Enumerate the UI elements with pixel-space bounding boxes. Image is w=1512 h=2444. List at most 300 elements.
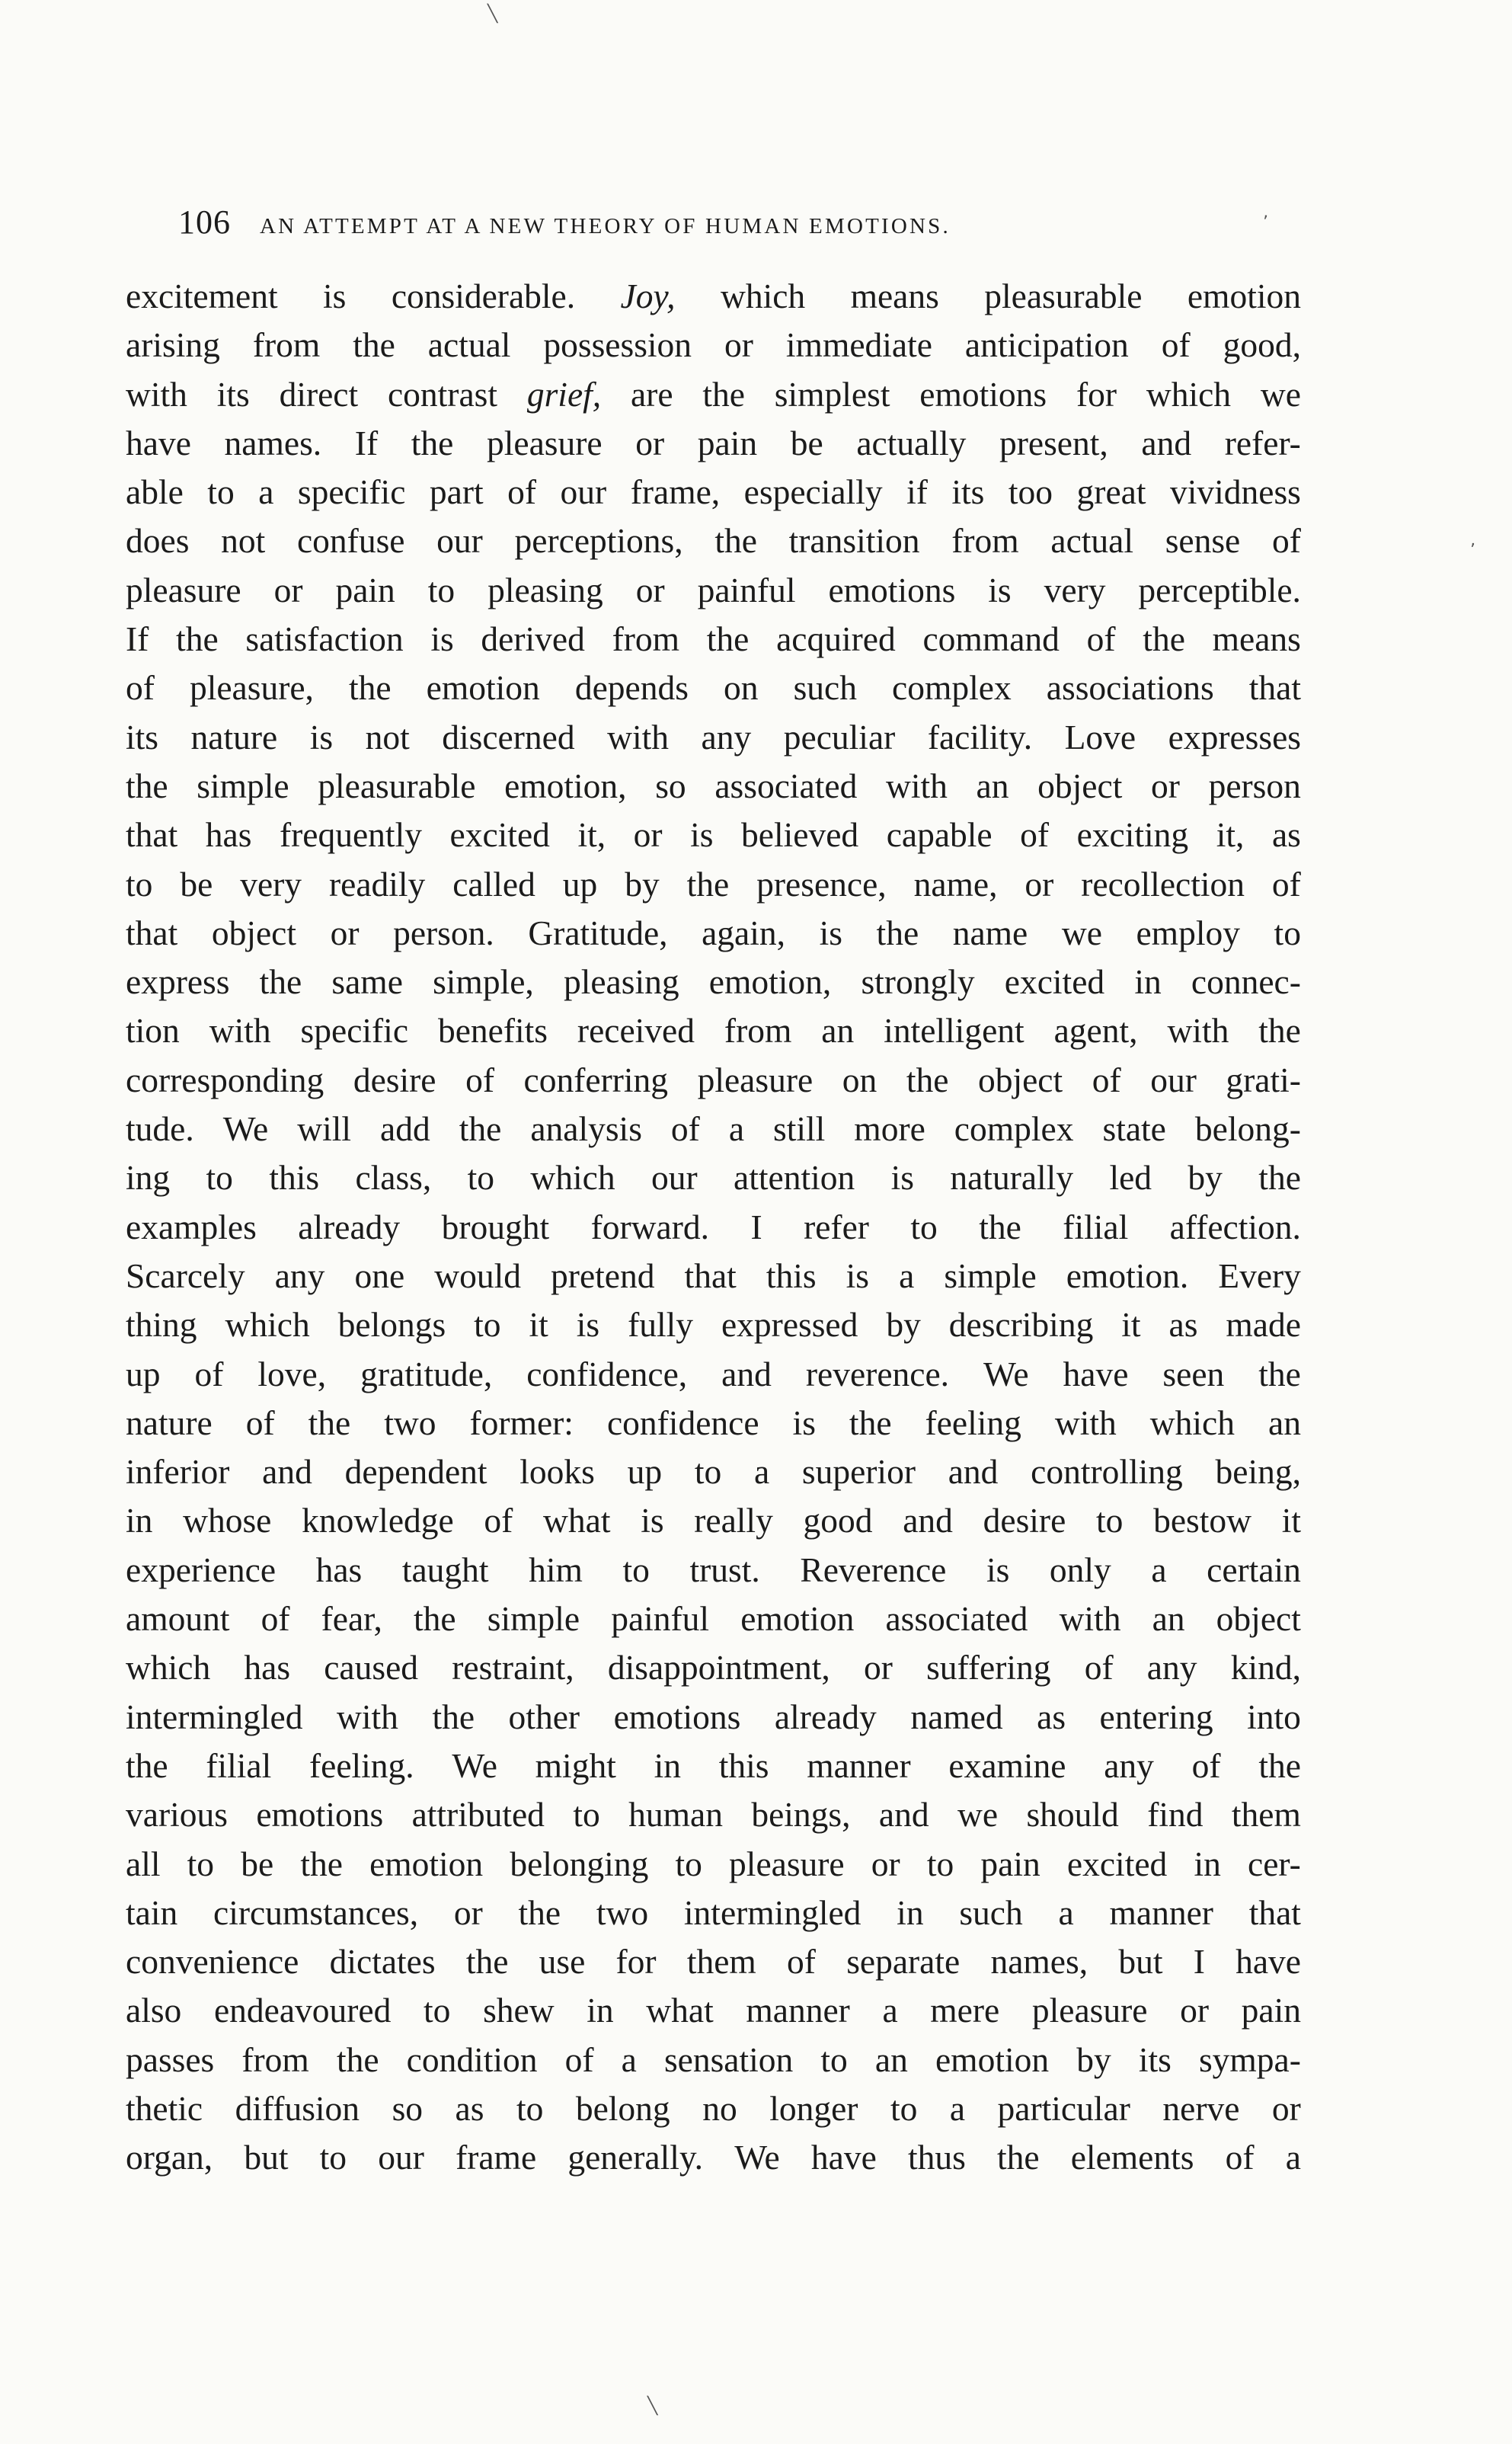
word: emotion, <box>504 766 627 805</box>
word: to <box>820 2039 848 2079</box>
word: it, <box>577 815 606 855</box>
word: which <box>530 1158 615 1198</box>
text-line <box>126 1790 1301 1839</box>
word: of <box>245 1403 275 1442</box>
body-text <box>126 272 1301 2183</box>
word: satisfaction <box>245 619 404 659</box>
word: We <box>734 2138 780 2177</box>
word: simple <box>487 1599 580 1639</box>
word: in <box>126 1501 153 1540</box>
word: specific <box>300 1011 409 1051</box>
word: emotion <box>740 1599 855 1639</box>
word: desire <box>353 1060 436 1099</box>
word: of <box>787 1942 816 1982</box>
word: sensation <box>663 2039 794 2079</box>
word: belongs <box>337 1305 446 1345</box>
word: shew <box>483 1991 555 2030</box>
word: kind, <box>1230 1648 1301 1687</box>
word: diffusion <box>235 2088 360 2128</box>
word: or <box>1151 766 1180 805</box>
word: or <box>453 1892 483 1932</box>
word: with <box>607 717 670 757</box>
word: its <box>1138 2039 1172 2079</box>
word: describing <box>948 1305 1094 1345</box>
word: name <box>952 913 1028 952</box>
word: two <box>596 1892 649 1932</box>
word: employ <box>1136 913 1240 952</box>
word: manner <box>1109 1892 1213 1932</box>
word: other <box>508 1697 580 1736</box>
word: generally. <box>567 2138 704 2177</box>
text-line <box>126 1203 1301 1252</box>
word: emotions <box>828 570 956 609</box>
word: arising <box>126 325 220 365</box>
word: of <box>1225 2138 1255 2177</box>
word: what <box>646 1991 714 2030</box>
word: part <box>429 472 484 512</box>
word: or <box>330 913 360 952</box>
word: presence, <box>756 864 887 904</box>
text-line <box>126 566 1301 615</box>
word: so <box>655 766 686 805</box>
word: any <box>1146 1648 1197 1687</box>
word: conferring <box>523 1060 669 1099</box>
word: be <box>241 1844 274 1883</box>
word: an <box>821 1011 855 1051</box>
word: whose <box>183 1501 272 1540</box>
word: or <box>635 423 665 462</box>
word: possession <box>543 325 692 365</box>
word: we <box>957 1795 999 1835</box>
word: that <box>126 913 178 952</box>
word: transition <box>788 521 920 561</box>
word: If <box>126 619 149 659</box>
word: again, <box>702 913 786 952</box>
word: entering <box>1099 1697 1213 1736</box>
word: is <box>430 619 454 659</box>
word: mere <box>930 1991 1000 2030</box>
word: the <box>353 325 395 365</box>
word: to <box>319 2138 347 2177</box>
word: frame <box>456 2138 537 2177</box>
word: desire <box>983 1501 1066 1540</box>
word: in <box>1194 1844 1221 1883</box>
word: have <box>1235 1942 1301 1982</box>
text-line <box>126 1643 1301 1692</box>
word: an <box>874 2039 908 2079</box>
word: as <box>455 2088 484 2128</box>
word: nature <box>126 1403 213 1442</box>
word: dependent <box>344 1452 487 1492</box>
word: with <box>1167 1011 1229 1051</box>
word: actual <box>427 325 511 365</box>
word: which <box>225 1305 310 1345</box>
word: exciting <box>1076 815 1189 855</box>
word: him <box>529 1550 583 1589</box>
word: that <box>684 1256 737 1295</box>
word: emotion <box>369 1844 484 1883</box>
word: Gratitude, <box>528 913 668 952</box>
running-header <box>178 203 1275 256</box>
word: to <box>424 1991 451 2030</box>
word: the <box>308 1403 351 1442</box>
word: of <box>1271 521 1301 561</box>
scan-speck-mark: ’ <box>1263 213 1268 232</box>
word: which <box>126 1648 211 1687</box>
word: fully <box>628 1305 694 1345</box>
word: longer <box>769 2088 858 2128</box>
word: inferior <box>126 1452 230 1492</box>
word: being, <box>1215 1452 1301 1492</box>
word: organ, <box>126 2138 213 2177</box>
word: of <box>1271 864 1301 904</box>
word: is <box>576 1305 600 1345</box>
word: separate <box>846 1942 961 1982</box>
word: We <box>983 1354 1029 1393</box>
text-line <box>126 762 1301 811</box>
text-line <box>126 909 1301 958</box>
word: tude. <box>126 1109 194 1149</box>
word: examine <box>948 1745 1066 1785</box>
word: be <box>180 864 213 904</box>
text-line <box>126 713 1301 762</box>
word: good, <box>1223 325 1301 365</box>
word: elements <box>1070 2138 1194 2177</box>
word: I <box>750 1207 762 1246</box>
word: one <box>354 1256 405 1295</box>
word: have <box>1063 1354 1129 1393</box>
word: pleasing <box>563 962 679 1002</box>
word: excitement <box>126 277 278 315</box>
word: in <box>587 1991 614 2030</box>
word: acquired <box>776 619 896 659</box>
word: a <box>1151 1550 1167 1589</box>
word: of <box>1020 815 1050 855</box>
word: it <box>1121 1305 1141 1345</box>
text-line <box>126 1105 1301 1153</box>
word: pleasing <box>487 570 603 609</box>
word: to <box>206 1158 233 1198</box>
word: should <box>1026 1795 1119 1835</box>
word: have <box>126 423 191 462</box>
word: already <box>298 1207 401 1246</box>
word: add <box>380 1109 430 1149</box>
word: manner <box>746 1991 850 2030</box>
word: excited <box>1066 1844 1168 1883</box>
word: to <box>1095 1501 1124 1540</box>
word: belonging <box>510 1844 649 1883</box>
word: knowledge <box>302 1501 454 1540</box>
word: means <box>1212 619 1301 659</box>
word: discerned <box>442 717 575 757</box>
word: the <box>414 1599 456 1639</box>
word: command <box>922 619 1060 659</box>
word: experience <box>126 1550 277 1589</box>
word: facility. <box>927 717 1033 757</box>
word: any <box>1104 1745 1154 1785</box>
word: the <box>300 1844 343 1883</box>
word: forward. <box>590 1207 710 1246</box>
text-line <box>126 1252 1301 1300</box>
word: such <box>959 1892 1023 1932</box>
word: associations <box>1046 668 1214 708</box>
text-line <box>126 1889 1301 1937</box>
word: with <box>126 374 187 414</box>
word: the <box>714 521 757 561</box>
word: the <box>126 1745 168 1785</box>
word: find <box>1147 1795 1204 1835</box>
word: a <box>899 1256 915 1295</box>
word: a <box>882 1991 898 2030</box>
word: up <box>126 1354 161 1393</box>
word: this <box>718 1745 769 1785</box>
word: emotion, <box>708 962 832 1002</box>
word: of <box>484 1501 513 1540</box>
word: have <box>810 2138 877 2177</box>
word: corresponding <box>126 1060 324 1099</box>
word: intermingled <box>126 1697 303 1736</box>
word: very <box>1044 570 1106 609</box>
word: an <box>1268 1403 1301 1442</box>
text-line <box>126 272 1301 321</box>
word: its <box>951 472 985 512</box>
word: emotions <box>919 374 1047 414</box>
word: fear, <box>321 1599 382 1639</box>
word: or <box>273 570 303 609</box>
word: associated <box>885 1599 1028 1639</box>
word: very <box>240 864 302 904</box>
word: grati- <box>1226 1060 1301 1099</box>
word: by <box>1188 1158 1223 1198</box>
word: benefits <box>437 1011 548 1051</box>
word: Scarcely <box>126 1256 245 1295</box>
word: to <box>187 1844 215 1883</box>
word: taught <box>401 1550 489 1589</box>
word: for <box>615 1942 657 1982</box>
word: caused <box>324 1648 419 1687</box>
word: with <box>1054 1403 1117 1442</box>
word: attention <box>734 1158 855 1198</box>
word: feeling. <box>308 1745 414 1785</box>
word: it <box>529 1305 548 1345</box>
word: grief, <box>526 374 602 414</box>
word: led <box>1109 1158 1152 1198</box>
word: is <box>323 277 347 315</box>
word: to <box>126 864 153 904</box>
word: or <box>633 815 663 855</box>
word: a <box>1058 1892 1074 1932</box>
word: which <box>720 277 806 315</box>
word: or <box>1271 2088 1301 2128</box>
word: means <box>850 277 939 315</box>
word: tion <box>126 1011 180 1051</box>
word: the <box>1143 619 1185 659</box>
word: name, <box>913 864 998 904</box>
word: from <box>612 619 680 659</box>
word: nature <box>190 717 278 757</box>
word: and <box>878 1795 929 1835</box>
word: pleasure <box>697 1060 814 1099</box>
word: to <box>910 1207 938 1246</box>
word: person <box>1208 766 1301 805</box>
word: still <box>773 1109 826 1149</box>
word: good <box>803 1501 873 1540</box>
word: pretend <box>551 1256 655 1295</box>
word: pleasurable <box>318 766 476 805</box>
word: derived <box>481 619 585 659</box>
word: superior <box>801 1452 916 1492</box>
word: as <box>1271 815 1301 855</box>
word: emotions <box>613 1697 741 1736</box>
word: and <box>721 1354 772 1393</box>
word: might <box>535 1745 616 1785</box>
word: to <box>573 1795 600 1835</box>
word: state <box>1102 1109 1166 1149</box>
word: of <box>1092 1060 1121 1099</box>
word: has <box>315 1550 363 1589</box>
text-line <box>126 321 1301 369</box>
word: received <box>577 1011 695 1051</box>
word: ing <box>126 1158 171 1198</box>
word: the <box>979 1207 1021 1246</box>
word: a <box>258 472 274 512</box>
word: circumstances, <box>213 1892 419 1932</box>
word: called <box>452 864 535 904</box>
word: to <box>467 1158 495 1198</box>
word: but <box>1118 1942 1163 1982</box>
word: to <box>694 1452 722 1492</box>
text-line <box>126 2036 1301 2084</box>
word: or <box>1180 1991 1209 2030</box>
word: in <box>1134 962 1162 1002</box>
word: readily <box>328 864 426 904</box>
word: We <box>222 1109 269 1149</box>
scan-speck-mark: ʼ <box>1470 541 1475 560</box>
word: of <box>1161 325 1191 365</box>
word: more <box>854 1109 925 1149</box>
word: the <box>996 2138 1040 2177</box>
text-line <box>126 1350 1301 1399</box>
word: painful <box>611 1599 710 1639</box>
text-line <box>126 1006 1301 1055</box>
word: frequently <box>279 815 422 855</box>
word: its <box>216 374 250 414</box>
text-line <box>126 370 1301 419</box>
word: to <box>474 1305 501 1345</box>
word: already <box>774 1697 877 1736</box>
word: excited <box>449 815 550 855</box>
word: passes <box>126 2039 215 2079</box>
text-line <box>126 615 1301 664</box>
word: actual <box>1050 521 1133 561</box>
word: by <box>625 864 660 904</box>
word: the <box>906 1060 949 1099</box>
word: to <box>207 472 235 512</box>
word: tain <box>126 1892 178 1932</box>
word: up <box>562 864 598 904</box>
word: if <box>906 472 928 512</box>
word: considerable. <box>391 277 576 315</box>
word: all <box>126 1844 161 1883</box>
word: sympa- <box>1198 2039 1301 2079</box>
word: will <box>297 1109 352 1149</box>
word: from <box>241 2039 309 2079</box>
word: pleasure <box>729 1844 845 1883</box>
word: associated <box>714 766 858 805</box>
word: intermingled <box>683 1892 861 1932</box>
word: to <box>890 2088 918 2128</box>
word: is <box>846 1256 870 1295</box>
word: endeavoured <box>213 1991 392 2030</box>
word: disappointment, <box>607 1648 830 1687</box>
word: perceptible. <box>1138 570 1301 609</box>
word: agent, <box>1053 1011 1138 1051</box>
word: which <box>1146 374 1232 414</box>
word: the <box>876 913 919 952</box>
word: but <box>244 2138 289 2177</box>
word: its <box>126 717 158 757</box>
word: to <box>926 1844 954 1883</box>
word: emotion <box>1187 277 1301 315</box>
word: gratitude, <box>360 1354 493 1393</box>
word: Joy, <box>620 277 676 315</box>
word: human <box>628 1795 723 1835</box>
word: condition <box>406 2039 538 2079</box>
running-title: AN ATTEMPT AT A NEW THEORY OF HUMAN EMOTIONS. <box>260 214 951 238</box>
word: to <box>675 1844 702 1883</box>
word: by <box>1076 2039 1111 2079</box>
text-line <box>126 1448 1301 1496</box>
word: specific <box>297 472 406 512</box>
word: with <box>337 1697 398 1736</box>
word: the <box>518 1892 561 1932</box>
word: pain <box>697 423 758 462</box>
word: to <box>622 1550 650 1589</box>
word: of <box>670 1109 700 1149</box>
word: frame, <box>630 472 721 512</box>
word: named <box>910 1697 1003 1736</box>
word: the <box>432 1697 475 1736</box>
word: love, <box>257 1354 327 1393</box>
word: belong <box>575 2088 670 2128</box>
word: thus <box>907 2138 966 2177</box>
word: emotion. <box>1066 1256 1189 1295</box>
word: emotion <box>935 2039 1050 2079</box>
word: pleasure <box>486 423 603 462</box>
word: confidence <box>606 1403 759 1442</box>
scan-speck-mark: ╲ <box>647 2397 658 2416</box>
text-line <box>126 1399 1301 1448</box>
word: Love <box>1064 717 1136 757</box>
word: looks <box>519 1452 595 1492</box>
word: we <box>1061 913 1102 952</box>
word: I <box>1193 1942 1205 1982</box>
word: Every <box>1218 1256 1301 1295</box>
text-line <box>126 1546 1301 1595</box>
word: or <box>635 570 665 609</box>
text-line <box>126 468 1301 517</box>
word: our <box>560 472 607 512</box>
word: as <box>1168 1305 1198 1345</box>
word: complex <box>892 668 1012 708</box>
word: our <box>436 521 483 561</box>
word: our <box>378 2138 424 2177</box>
word: as <box>1037 1697 1066 1736</box>
word: naturally <box>950 1158 1074 1198</box>
word: not <box>221 521 266 561</box>
word: object <box>977 1060 1063 1099</box>
word: especially <box>743 472 883 512</box>
